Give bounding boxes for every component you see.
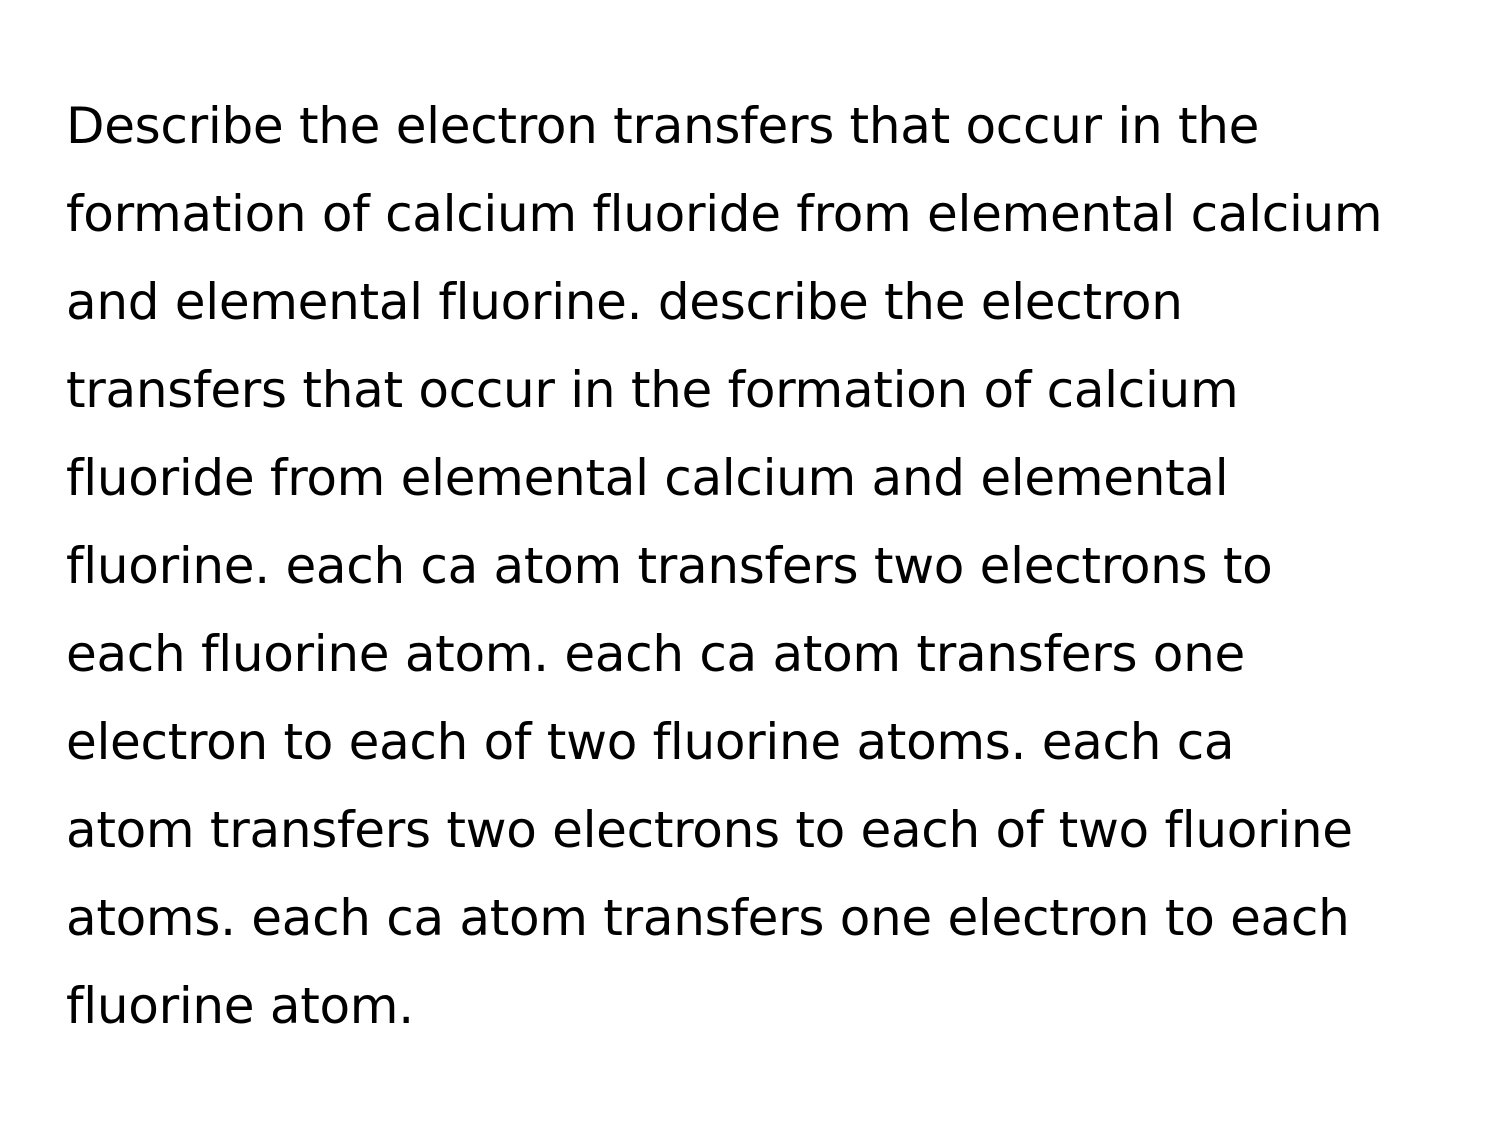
question-line: fluoride from elemental calcium and elemental — [66, 449, 1229, 507]
question-line: electron to each of two fluorine atoms. each ca — [66, 713, 1235, 771]
question-line: each fluorine atom. each ca atom transfers one — [66, 625, 1245, 683]
question-line: fluorine atom. — [66, 977, 414, 1035]
question-line: fluorine. each ca atom transfers two electrons to — [66, 537, 1273, 595]
question-text — [66, 82, 1446, 1050]
question-line: atom transfers two electrons to each of two fluorine — [66, 801, 1353, 859]
question-line: Describe the electron transfers that occur in the — [66, 97, 1260, 155]
question-line: formation of calcium fluoride from elemental calcium — [66, 185, 1383, 243]
question-line: atoms. each ca atom transfers one electron to each — [66, 889, 1350, 947]
question-line: and elemental fluorine. describe the electron — [66, 273, 1183, 331]
question-line: transfers that occur in the formation of calcium — [66, 361, 1239, 419]
